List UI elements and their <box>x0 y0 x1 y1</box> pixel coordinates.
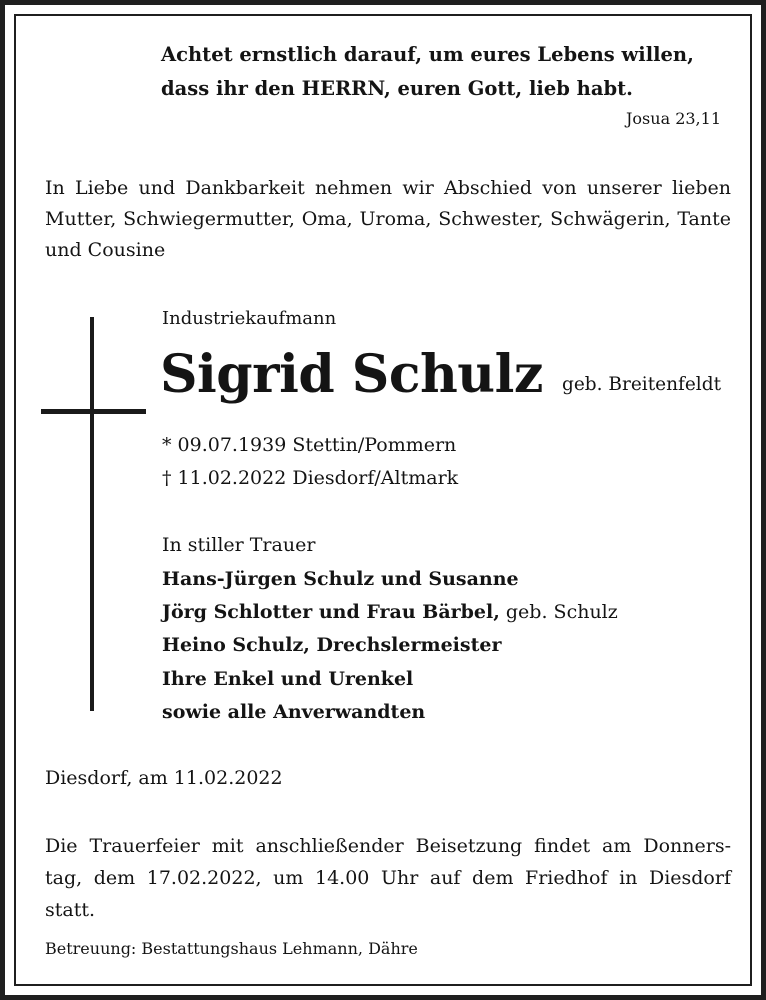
cross-icon-bar <box>41 409 146 414</box>
birth-date: * 09.07.1939 Stettin/Pommern <box>162 434 457 456</box>
mourner-line <box>162 696 425 729</box>
funeral-notice-line-1: Die Trauerfeier mit anschließender Beisetzung findet am Donners- <box>45 835 731 857</box>
funeral-notice-line-3: statt. <box>45 899 96 921</box>
maiden-name: geb. Breitenfeldt <box>562 374 721 395</box>
cross-icon <box>90 317 94 711</box>
mourner-name: Jörg Schlotter und Frau Bärbel, <box>162 601 500 623</box>
bible-verse-line-2: dass ihr den HERRN, euren Gott, lieb habt. <box>161 77 633 100</box>
bible-verse-line-1: Achtet ernstlich darauf, um eures Lebens willen, <box>161 43 694 66</box>
mourners-heading: In stiller Trauer <box>162 534 316 556</box>
occupation: Industriekaufmann <box>162 308 337 329</box>
mourner-line <box>162 629 501 662</box>
deceased-name: Sigrid Schulz <box>160 344 543 405</box>
mourner-maiden-name: geb. Schulz <box>499 601 618 623</box>
mourner-name: sowie alle Anverwandten <box>162 701 426 723</box>
funeral-home-credit: Betreuung: Bestattungshaus Lehmann, Dähre <box>45 939 418 958</box>
mourner-name: Ihre Enkel und Urenkel <box>162 668 414 690</box>
mourner-line <box>162 663 413 696</box>
intro-text: In Liebe und Dankbarkeit nehmen wir Abschied von unserer lieben Mutter, Schwiegermutter, Oma, Uroma, Schwester, Schwägerin, Tante und Cousine <box>45 177 731 261</box>
mourner-name: Hans-Jürgen Schulz und Susanne <box>162 568 519 590</box>
mourner-line <box>162 596 618 629</box>
mourner-name: Heino Schulz, Drechslermeister <box>162 634 502 656</box>
mourner-line <box>162 563 519 596</box>
death-date: † 11.02.2022 Diesdorf/Altmark <box>162 467 459 489</box>
place-and-date: Diesdorf, am 11.02.2022 <box>45 767 283 789</box>
funeral-notice-line-2: tag, dem 17.02.2022, um 14.00 Uhr auf dem Friedhof in Diesdorf <box>45 867 731 889</box>
bible-verse-reference: Josua 23,11 <box>626 109 721 128</box>
